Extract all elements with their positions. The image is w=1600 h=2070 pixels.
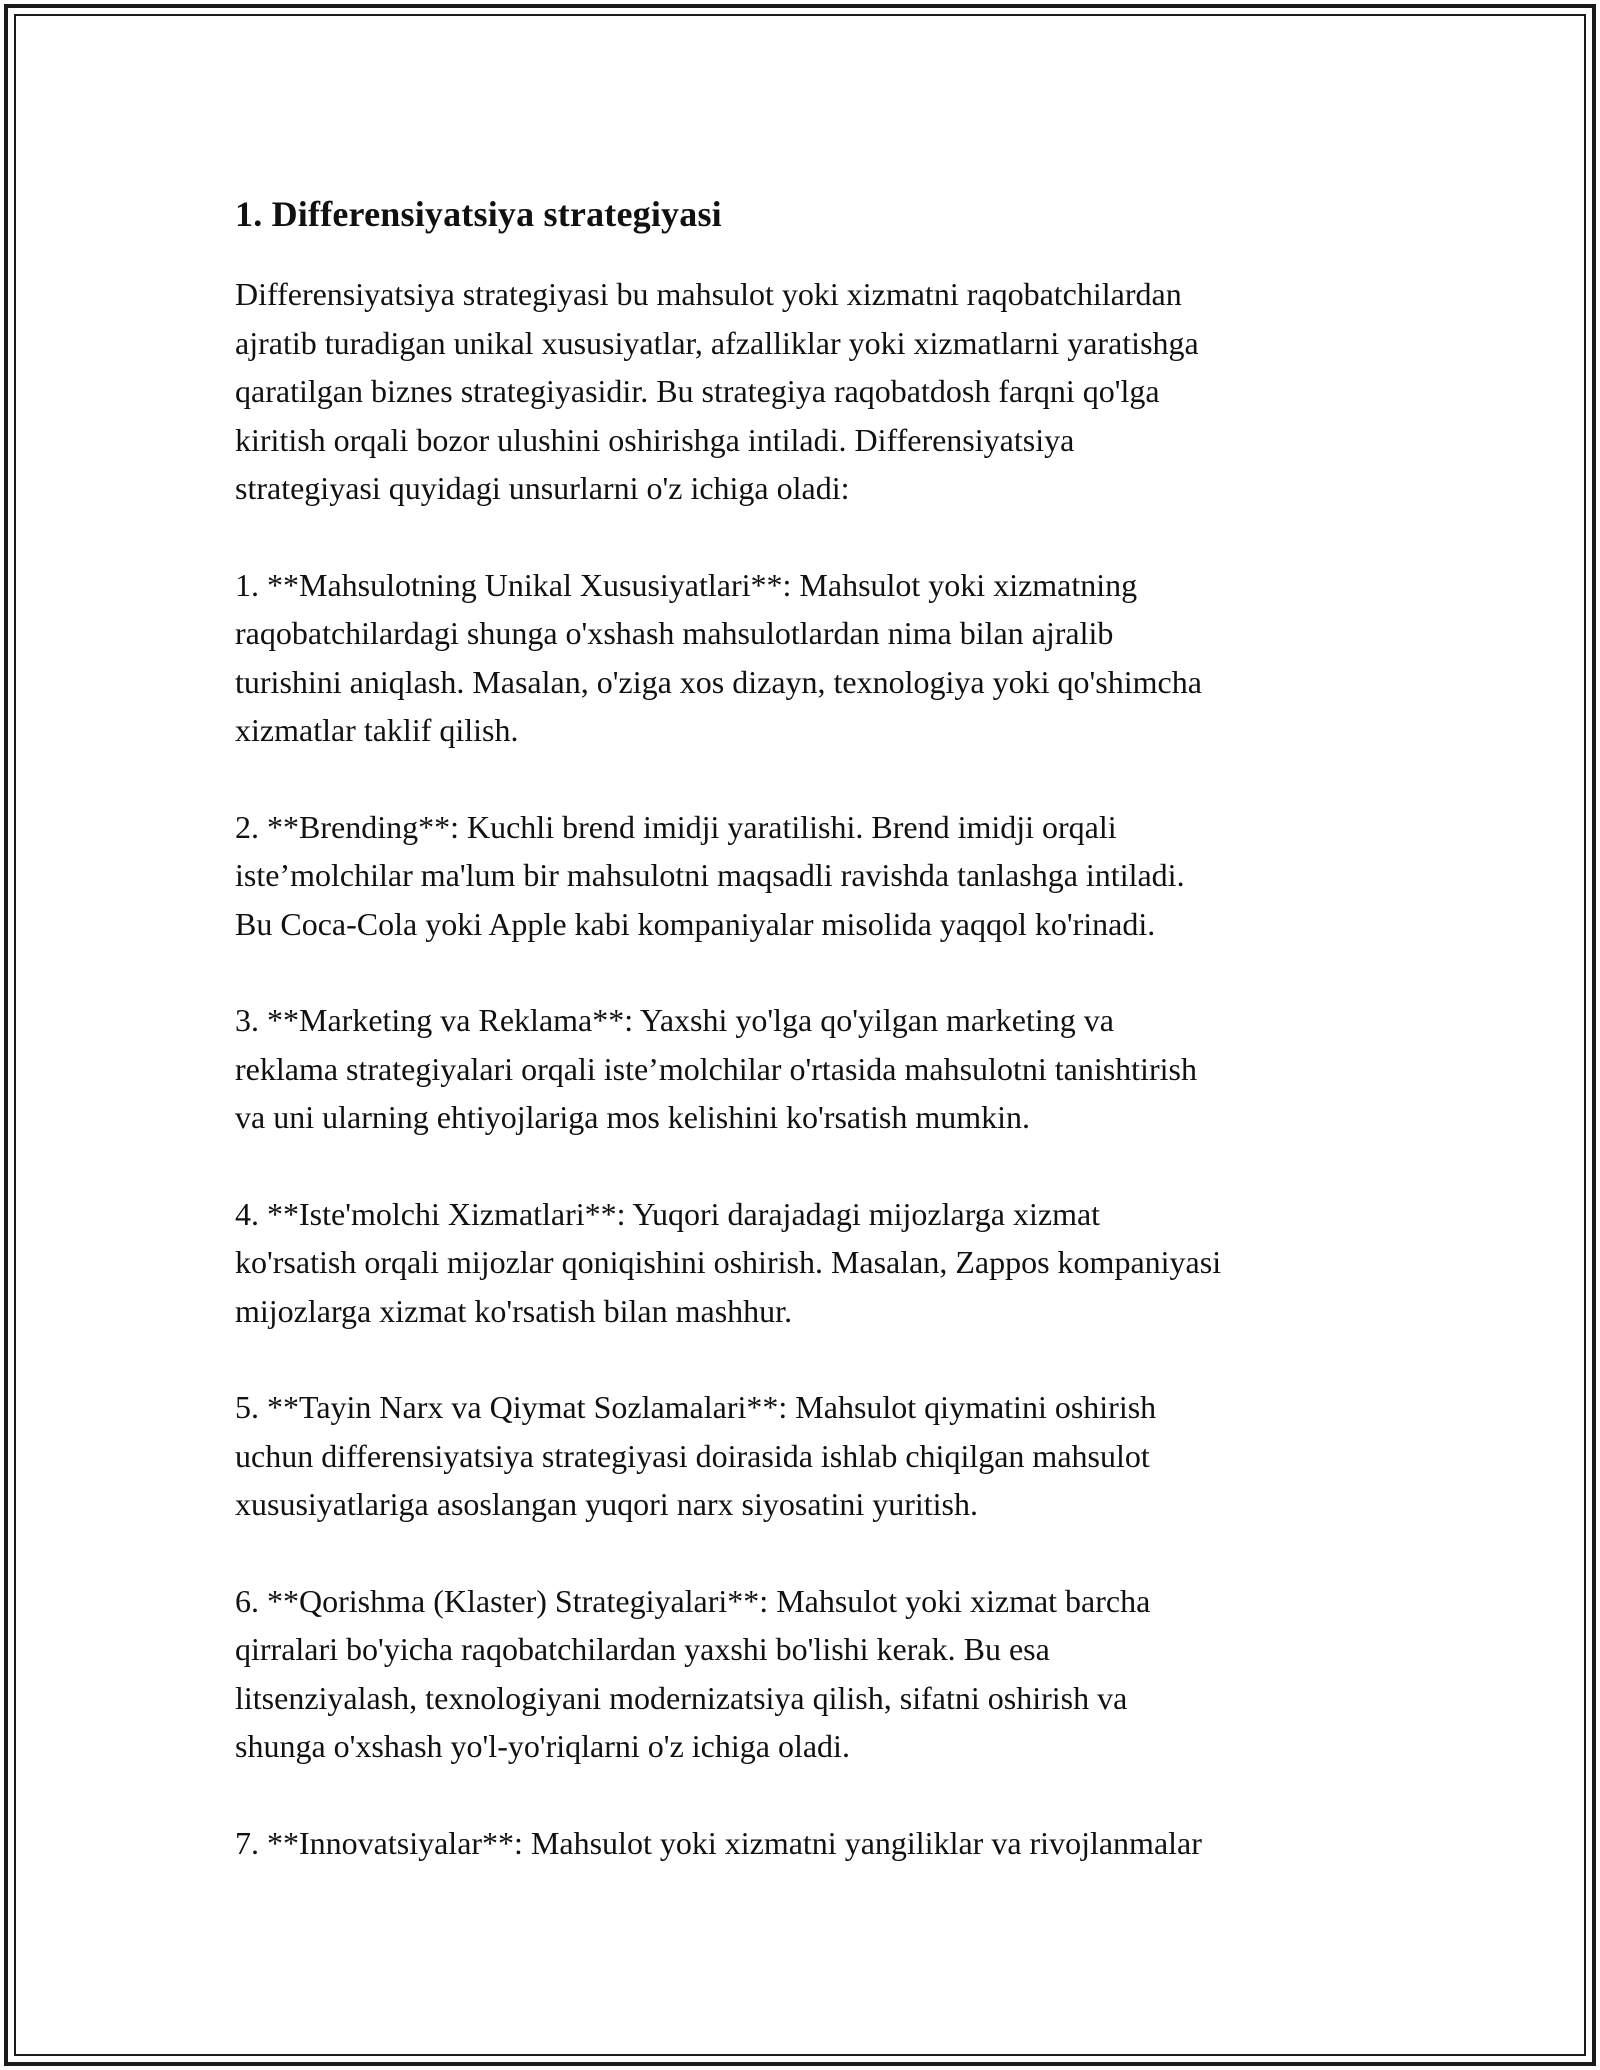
list-item-customer-service: 4. **Iste'molchi Xizmatlari**: Yuqori darajadagi mijozlarga xizmat ko'rsatish orqali mijozlar qoniqishini oshirish. Masalan, Zappos kompaniyasi mijozlarga xizmat ko'rsatish bilan mashhur. xyxy=(235,1195,1222,1329)
list-item-cluster-strategies: 6. **Qorishma (Klaster) Strategiyalari**: Mahsulot yoki xizmat barcha qirralari bo'yicha raqobatchilardan yaxshi bo'lishi kerak. Bu esa litsenziyalash, texnologiyani modernizatsiya qilish, sifatni oshirish va shunga o'xshash yo'l-yo'riqlarni o'z ichiga oladi. xyxy=(235,1582,1151,1764)
list-item-unique-features: 1. **Mahsulotning Unikal Xususiyatlari**: Mahsulot yoki xizmatning raqobatchilardagi shunga o'xshash mahsulotlardan nima bilan ajralib turishini aniqlash. Masalan, o'ziga xos dizayn, texnologiya yoki qo'shimcha xizmatlar taklif qilish. xyxy=(235,566,1202,748)
list-item-branding: 2. **Brending**: Kuchli brend imidji yaratilishi. Brend imidji orqali iste’molchilar ma'lum bir mahsulotni maqsadli ravishda tanlashga intiladi. Bu Coca-Cola yoki Apple kabi kompaniyalar misolida yaqqol ko'rinadi. xyxy=(235,808,1185,942)
section-heading: 1. Differensiyatsiya strategiyasi xyxy=(235,194,722,234)
list-item-marketing: 3. **Marketing va Reklama**: Yaxshi yo'lga qo'yilgan marketing va reklama strategiyalari orqali iste’molchilar o'rtasida mahsulotni tanishtirish va uni ularning ehtiyojlariga mos kelishini ko'rsatish mumkin. xyxy=(235,1002,1197,1135)
document-body xyxy=(235,186,1385,1915)
intro-paragraph: Differensiyatsiya strategiyasi bu mahsulot yoki xizmatni raqobatchilardan ajratib turadigan unikal xususiyatlar, afzalliklar yoki xizmatlarni yaratishga qaratilgan biznes strategiyasidir. Bu strategiya raqobatdosh farqni qo'lga kiritish orqali bozor ulushini oshirishga intiladi. Differensiyatsiya strategiyasi quyidagi unsurlarni o'z ichiga oladi: xyxy=(235,276,1199,506)
list-item-pricing: 5. **Tayin Narx va Qiymat Sozlamalari**: Mahsulot qiymatini oshirish uchun differensiyatsiya strategiyasi doirasida ishlab chiqilgan mahsulot xususiyatlariga asoslangan yuqori narx siyosatini yuritish. xyxy=(235,1389,1157,1522)
list-item-innovations: 7. **Innovatsiyalar**: Mahsulot yoki xizmatni yangiliklar va rivojlanmalar xyxy=(235,1824,1202,1861)
